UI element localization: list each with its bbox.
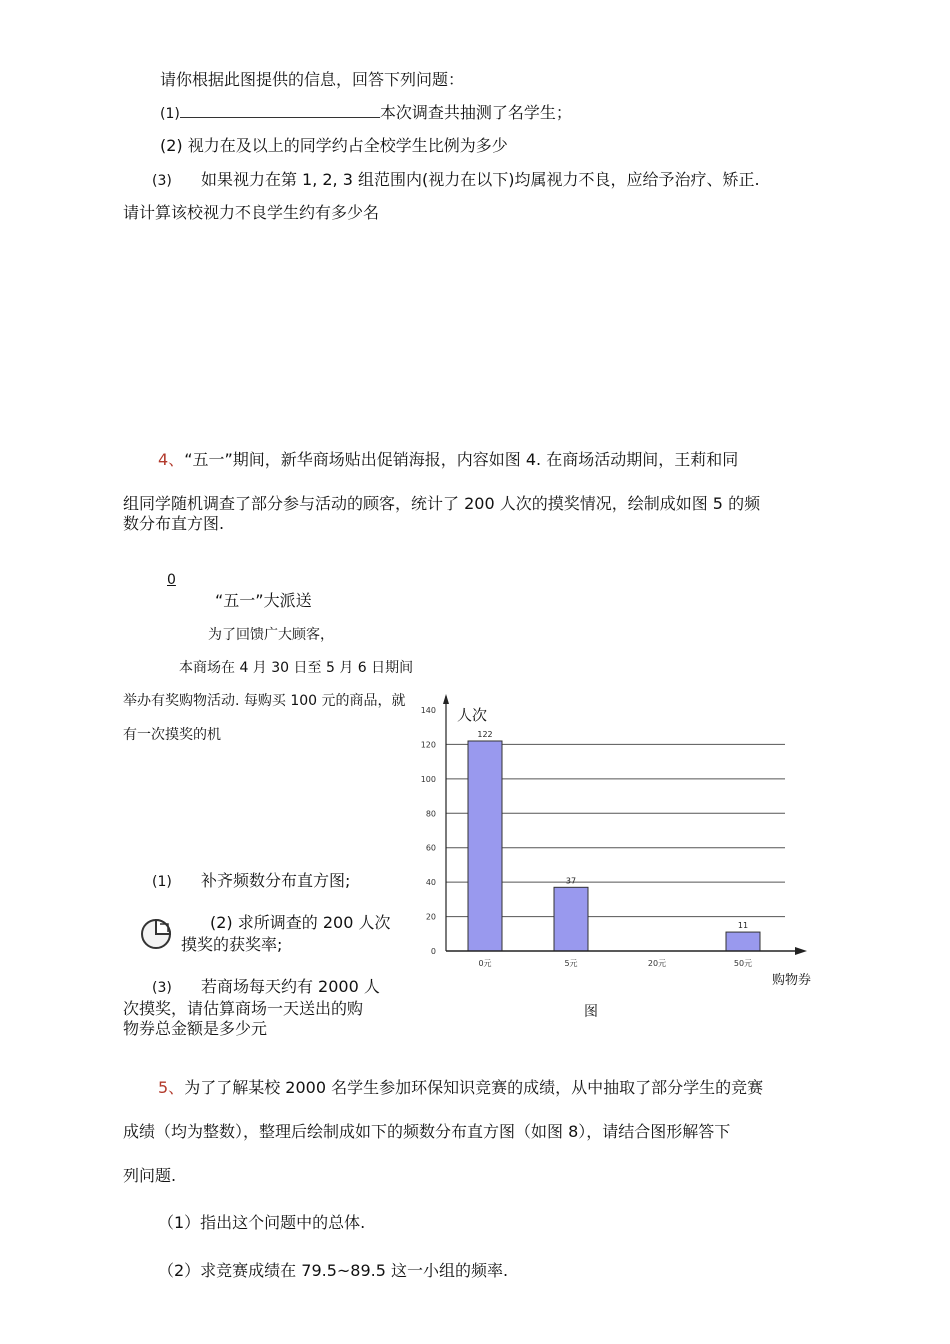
q4-sub1 [152, 871, 350, 892]
q3-item3-number: (3) [152, 173, 172, 189]
chart-caption: 图 [584, 1004, 598, 1020]
q4-line2: 组同学随机调查了部分参与活动的顾客，统计了 200 人次的摸奖情况，绘制成如图 5 的频 [123, 494, 761, 513]
y-axis-arrow [443, 694, 449, 704]
q4-line3: 数分布直方图. [123, 514, 225, 533]
bar-value-label: 122 [477, 729, 493, 739]
q5-line1-text: 为了了解某校 2000 名学生参加环保知识竞赛的成绩，从中抽取了部分学生的竞赛 [184, 1078, 764, 1097]
q5-number: 5、 [158, 1078, 185, 1097]
frequency-histogram [410, 680, 830, 1020]
y-tick-label: 120 [420, 740, 436, 750]
poster-line4: 有一次摸奖的机 [123, 727, 221, 743]
q4-sub3-line3: 物券总金额是多少元 [123, 1019, 268, 1038]
q3-item3-text: 如果视力在第 1, 2, 3 组范围内(视力在以下)均属视力不良，应给予治疗、矫正. [200, 170, 760, 189]
q4-sub2-line1: (2) 求所调查的 200 人次 [210, 913, 391, 932]
poster-line3: 举办有奖购物活动. 每购买 100 元的商品，就 [123, 693, 406, 709]
q3-item3 [152, 170, 760, 191]
y-tick-label: 140 [420, 706, 436, 715]
q5-line1 [158, 1078, 763, 1098]
q5-item1: （1）指出这个问题中的总体. [158, 1213, 366, 1232]
x-tick-label: 5元 [564, 959, 578, 968]
q5-item2: （2）求竞赛成绩在 79.5~89.5 这一小组的频率. [158, 1261, 509, 1280]
pie-icon [138, 915, 178, 951]
q4-number: 4、 [158, 450, 185, 469]
q4-line1 [158, 450, 738, 470]
y-tick-label: 40 [425, 878, 436, 888]
poster-mark: 0 [167, 572, 176, 588]
y-tick-label: 20 [425, 912, 436, 922]
histogram-bar [468, 741, 502, 951]
q4-sub3-line1 [152, 977, 380, 998]
bar-value-label: 11 [737, 921, 749, 931]
x-axis-label: 购物券 [772, 973, 812, 988]
y-tick-label: 80 [425, 809, 436, 819]
histogram-bar [554, 887, 588, 951]
q4-sub3-number: (3) [152, 980, 172, 996]
q5-line2: 成绩（均为整数），整理后绘制成如下的频数分布直方图（如图 8），请结合图形解答下 [123, 1122, 731, 1141]
q4-sub3-text: 若商场每天约有 2000 人 [200, 977, 380, 996]
x-tick-label: 20元 [647, 959, 667, 968]
intro-text: 请你根据此图提供的信息，回答下列问题： [160, 70, 465, 89]
histogram-bar [726, 932, 760, 951]
q4-sub2-line2: 摸奖的获奖率; [181, 935, 283, 954]
poster-title: “五一”大派送 [215, 591, 312, 610]
q4-sub1-number: (1) [152, 874, 172, 890]
y-tick-label: 100 [420, 774, 436, 784]
y-axis-label: 人次 [457, 706, 488, 724]
x-axis-arrow [795, 947, 807, 955]
poster-line2: 本商场在 4 月 30 日至 5 月 6 日期间 [179, 660, 414, 676]
answer-blank[interactable] [180, 103, 380, 118]
q5-line3: 列问题. [123, 1166, 177, 1185]
bar-value-label: 37 [565, 876, 577, 886]
poster-line1: 为了回馈广大顾客， [208, 627, 334, 643]
y-tick-label: 60 [425, 843, 436, 853]
q3-item2: (2) 视力在及以上的同学约占全校学生比例为多少 [160, 136, 508, 155]
x-tick-label: 50元 [733, 959, 753, 968]
x-tick-label: 0元 [478, 959, 492, 968]
q3-item1 [160, 103, 572, 124]
y-tick-label: 0 [430, 947, 436, 956]
q3-item3-cont: 请计算该校视力不良学生约有多少名 [123, 203, 380, 222]
q3-item1-text: 本次调查共抽测了名学生； [379, 103, 572, 122]
q3-item1-number: (1) [160, 106, 180, 122]
q4-line1-text: “五一”期间，新华商场贴出促销海报，内容如图 4. 在商场活动期间，王莉和同 [184, 450, 739, 469]
q4-sub3-line2: 次摸奖，请估算商场一天送出的购 [123, 999, 364, 1018]
q4-sub1-text: 补齐频数分布直方图; [200, 871, 351, 890]
